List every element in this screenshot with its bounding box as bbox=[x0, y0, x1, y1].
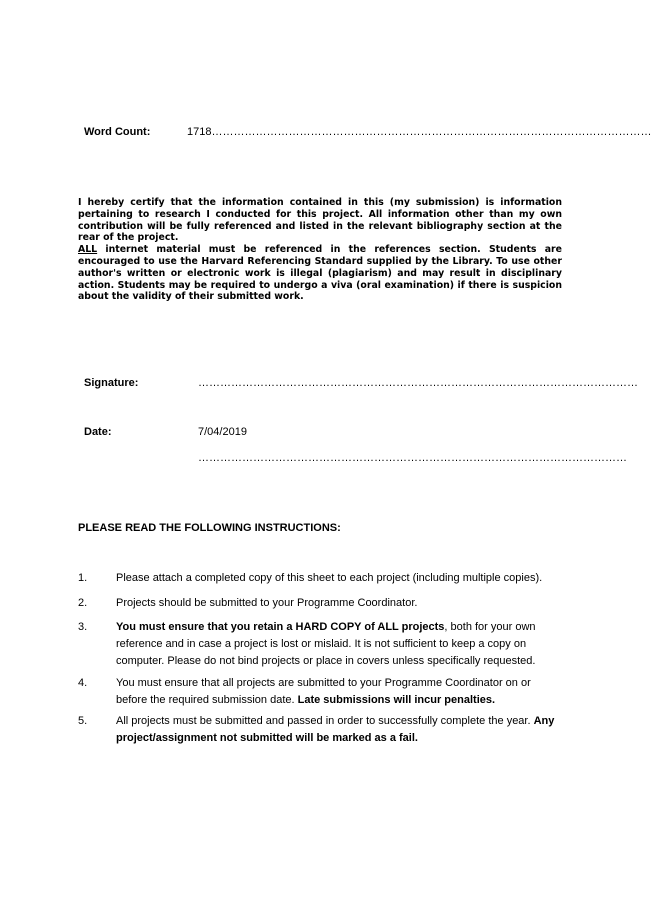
instruction-bold-text: You must ensure that you retain a HARD COPY of ALL projects bbox=[116, 621, 445, 633]
signature-label: Signature: bbox=[84, 377, 139, 389]
instruction-text bbox=[116, 619, 564, 670]
instruction-plain-text: All projects must be submitted and passed in order to successfully complete the year. bbox=[116, 715, 534, 727]
instructions-heading: PLEASE READ THE FOLLOWING INSTRUCTIONS: bbox=[78, 522, 341, 534]
date-value: 7/04/2019 bbox=[198, 426, 247, 438]
certification-paragraph-2 bbox=[78, 244, 562, 303]
word-count-value: 1718………………………………………………………………………………………………………… bbox=[187, 126, 651, 138]
date-label: Date: bbox=[84, 426, 112, 438]
certification-paragraph-2-text: internet material must be referenced in the references section. Students are encouraged to use the Harvard Referencing Standard supplied by the Library. To use other author's written or electronic work is illegal (plagiarism) and may result in disciplinary action. Students may be required to undergo a viva (oral examination) if there is suspicion about the validity of their submitted work. bbox=[78, 244, 562, 303]
instruction-bold-text: Any project/assignment not submitted will be marked as a fail. bbox=[116, 715, 555, 744]
instruction-text: Projects should be submitted to your Programme Coordinator. bbox=[116, 597, 418, 609]
instruction-text bbox=[116, 713, 564, 747]
certification-statement bbox=[78, 197, 562, 303]
instruction-text: Please attach a completed copy of this sheet to each project (including multiple copies). bbox=[116, 572, 543, 584]
instruction-plain-text: , both for your own reference and in case a project is lost or mislaid. It is not sufficient to keep a copy on computer. Please do not bind projects or place in covers unless specifically requested. bbox=[116, 621, 536, 667]
instruction-text bbox=[116, 675, 564, 709]
instruction-bold-text: Late submissions will incur penalties. bbox=[297, 694, 496, 706]
date-line: ……………………………………………………………………………………………………… bbox=[198, 452, 627, 464]
instruction-number: 2. bbox=[78, 597, 88, 609]
instruction-number: 5. bbox=[78, 715, 88, 727]
instruction-plain-text: You must ensure that all projects are submitted to your Programme Coordinator on or before the required submission date. bbox=[116, 677, 531, 706]
instruction-number: 3. bbox=[78, 621, 88, 633]
all-emphasis: ALL bbox=[78, 244, 98, 256]
certification-paragraph-1: I hereby certify that the information contained in this (my submission) is information pertaining to research I conducted for this project. All information other than my own contribution will be fully referenced and listed in the relevant bibliography section at the rear of the project. bbox=[78, 197, 562, 244]
instruction-number: 4. bbox=[78, 677, 88, 689]
signature-line: ………………………………………………………………………………………………………… bbox=[198, 377, 638, 389]
word-count-label: Word Count: bbox=[84, 126, 151, 138]
instruction-number: 1. bbox=[78, 572, 88, 584]
